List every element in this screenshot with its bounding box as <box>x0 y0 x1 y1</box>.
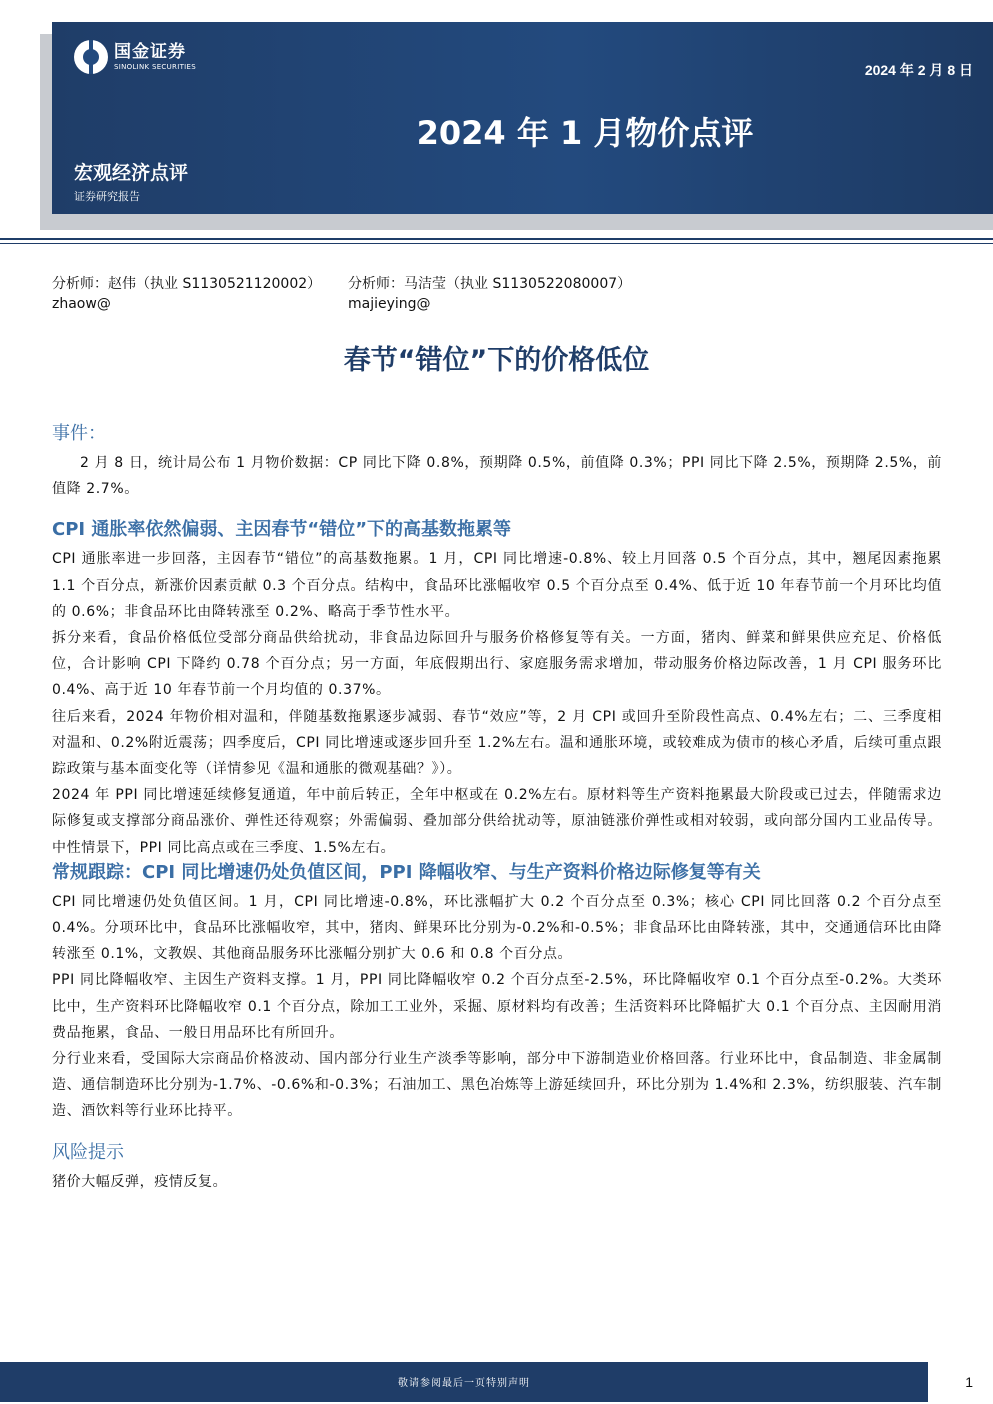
report-type: 宏观经济点评 <box>74 162 189 184</box>
company-logo <box>74 40 196 74</box>
analyst-2 <box>348 274 631 314</box>
report-date: 2024 年 2 月 8 日 <box>864 62 973 78</box>
logo-mark-icon <box>74 40 108 74</box>
risk-heading: 风险提示 <box>52 1141 124 1163</box>
logo-en: SINOLINK SECURITIES <box>114 62 196 71</box>
section2-heading: 常规跟踪：CPI 同比增速仍处负值区间，PPI 降幅收窄、与生产资料价格边际修复等有关 <box>52 861 761 883</box>
section1-paragraph: 2024 年 PPI 同比增速延续修复通道，年中前后转正，全年中枢或在 0.2%左右。原材料等生产资料拖累最大阶段或已过去，伴随需求边际修复或支撑部分商品涨价、弹性还待观察；外需偏弱、叠加部分供给扰动等，原油链涨价弹性或相对较弱，或向部分国内工业品传导。中性情景下，PPI 同比高点或在三季度、1.5%左右。 <box>52 787 942 856</box>
event-heading: 事件： <box>52 423 106 444</box>
section2-paragraph: PPI 同比降幅收窄、主因生产资料支撑。1 月，PPI 同比降幅收窄 0.2 个百分点至-2.5%，环比降幅收窄 0.1 个百分点至-0.2%。大类环比中，生产资料环比降幅收窄 0.1 个百分点，除加工工业外，采掘、原材料均有改善；生活资料环比降幅扩大 0.1 个百分点、主因耐用消费品拖累，食品、一般日用品环比有所回升。 <box>52 972 942 1041</box>
section1-paragraph: CPI 通胀率进一步回落，主因春节“错位”的高基数拖累。1 月，CPI 同比增速-0.8%、较上月回落 0.5 个百分点，其中，翘尾因素拖累 1.1 个百分点，新涨价因素贡献 0.3 个百分点。结构中，食品环比涨幅收窄 0.5 个百分点至 0.4%、低于近 10 年春节前一个月环比均值的 0.6%；非食品环比由降转涨至 0.2%、略高于季节性水平。 <box>52 551 942 620</box>
main-title: 春节“错位”下的价格低位 <box>343 345 650 376</box>
report-subtype: 证券研究报告 <box>74 190 140 203</box>
section1-paragraph: 拆分来看，食品价格低位受部分商品供给扰动，非食品边际回升与服务价格修复等有关。一方面，猪肉、鲜菜和鲜果供应充足、价格低位，合计影响 CPI 下降约 0.78 个百分点；另一方面，年底假期出行、家庭服务需求增加，带动服务价格边际改善，1 月 CPI 服务环比 0.4%、高于近 10 年春节前一个月均值的 0.37%。 <box>52 630 942 699</box>
report-header <box>52 22 993 214</box>
logo-cn: 国金证券 <box>114 41 186 62</box>
report-title: 2024 年 1 月物价点评 <box>416 114 754 152</box>
section1-heading: CPI 通胀率依然偏弱、主因春节“错位”下的高基数拖累等 <box>52 519 512 541</box>
event-text: 2 月 8 日，统计局公布 1 月物价数据：CP 同比下降 0.8%，预期降 0.5%，前值降 0.3%；PPI 同比下降 2.5%，预期降 2.5%，前值降 2.7%。 <box>52 455 942 498</box>
footer-notice: 敬请参阅最后一页特别声明 <box>398 1378 530 1389</box>
page-number: 1 <box>965 1374 973 1390</box>
header-rule-thin <box>0 243 993 244</box>
report-body <box>52 422 942 1195</box>
section2-paragraph: CPI 同比增速仍处负值区间。1 月，CPI 同比增速-0.8%，环比涨幅扩大 0.2 个百分点至 0.3%；核心 CPI 同比回落 0.2 个百分点至 0.4%。分项环比中，食品环比涨幅收窄，其中，猪肉、鲜果环比分别为-0.2%和-0.5%；非食品环比由降转涨，其中，交通通信环比由降转涨至 0.1%，文教娱、其他商品服务环比涨幅分别扩大 0.6 和 0.8 个百分点。 <box>52 893 942 963</box>
section2-paragraph: 分行业来看，受国际大宗商品价格波动、国内部分行业生产淡季等影响，部分中下游制造业价格回落。行业环比中，食品制造、非金属制造、通信制造环比分别为-1.7%、-0.6%和-0.3%；石油加工、黑色冶炼等上游延续回升，环比分别为 1.4%和 2.3%，纺织服装、汽车制造、酒饮料等行业环比持平。 <box>52 1051 942 1120</box>
section1-paragraph: 往后来看，2024 年物价相对温和，伴随基数拖累逐步减弱、春节“效应”等，2 月 CPI 或回升至阶段性高点、0.4%左右；二、三季度相对温和、0.2%附近震荡；四季度后，CPI 同比增速或逐步回升至 1.2%左右。温和通胀环境，或较难成为债市的核心矛盾，后续可重点跟踪政策与基本面变化等（详情参见《温和通胀的微观基础？》）。 <box>52 708 942 778</box>
risk-text: 猪价大幅反弹，疫情反复。 <box>52 1173 228 1190</box>
analyst-email: majieying@ <box>348 296 431 312</box>
analyst-name: 分析师：赵伟（执业 S1130521120002） <box>52 276 322 292</box>
analyst-name: 分析师：马洁莹（执业 S1130522080007） <box>348 276 632 292</box>
analyst-email: zhaow@ <box>52 296 111 312</box>
header-rule <box>0 238 993 240</box>
analyst-1 <box>52 274 321 314</box>
